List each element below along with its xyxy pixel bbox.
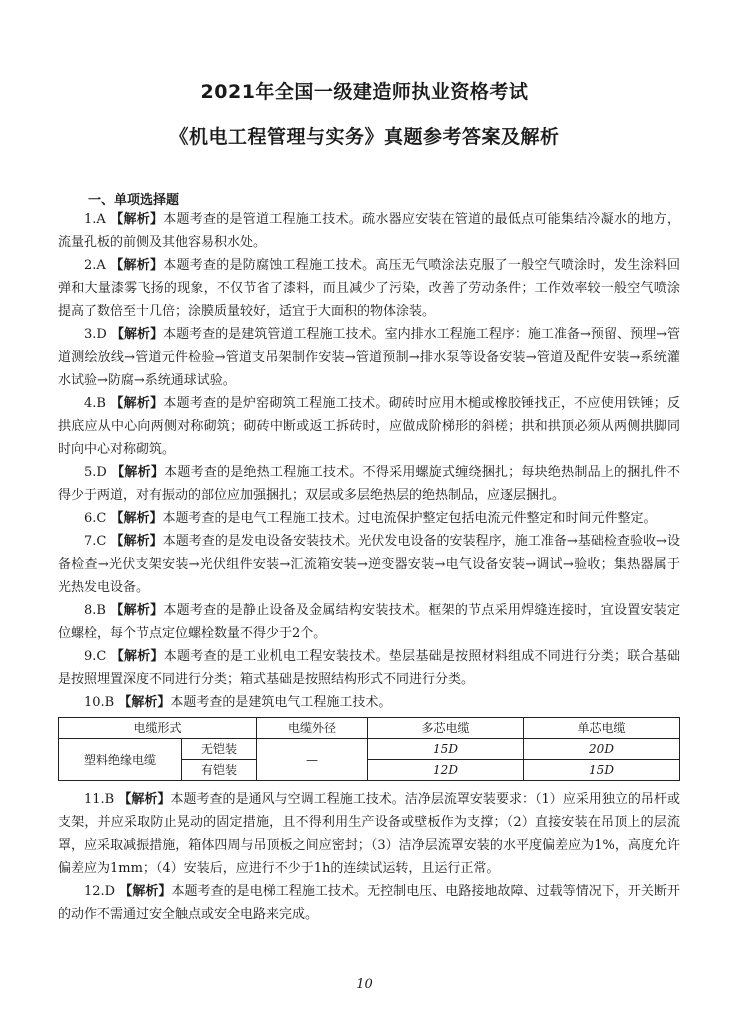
answer-paragraph: [58, 507, 680, 530]
analysis-tag: 【解析】: [111, 327, 164, 342]
page-number: 10: [356, 977, 373, 992]
answer-paragraph: [58, 599, 680, 645]
answer-number: 4.B: [84, 396, 106, 411]
answer-paragraph: [58, 254, 680, 323]
answer-body: [58, 208, 680, 926]
table-cell: 20D: [524, 739, 680, 760]
analysis-tag: 【解析】: [110, 258, 164, 273]
table-cell: 15D: [524, 760, 680, 781]
answer-text: 本题考查的是通风与空调工程施工技术。洁净层流罩安装要求：（1）应采用独立的吊杆或支架，并应采取防止晃动的固定措施，且不得利用生产设备或壁板作为支撑；（2）直接安装在吊顶上的层流罩，应采取减振措施，箱体四周与吊顶板之间应密封；（3）洁净层流罩安装的水平度偏差应为1%，高度允许偏差应为1mm；（4）安装后，应进行不少于1h的连续试运转，且运行正常。: [58, 792, 680, 876]
analysis-tag: 【解析】: [110, 396, 164, 411]
answer-paragraph: [58, 788, 680, 880]
answer-text: 本题考查的是绝热工程施工技术。不得采用螺旋式缠绕捆扎；每块绝热制品上的捆扎件不得少于两道，对有振动的部位应加强捆扎；双层或多层绝热层的绝热制品，应逐层捆扎。: [58, 465, 680, 503]
analysis-tag: 【解析】: [110, 534, 163, 549]
answer-text: 本题考查的是建筑电气工程施工技术。: [170, 695, 392, 710]
answer-paragraph: [58, 392, 680, 461]
answer-number: 3.D: [84, 327, 107, 342]
table-cell: —: [257, 739, 368, 781]
table-cell: 有铠装: [182, 760, 257, 781]
answer-text: 本题考查的是建筑管道工程施工技术。室内排水工程施工程序：施工准备→预留、预埋→管道测绘放线→管道元件检验→管道支吊架制作安装→管道预制→排水泵等设备安装→管道及配件安装→系统灌水试验→防腐→系统通球试验。: [58, 327, 680, 388]
table-row: [59, 739, 680, 760]
answer-text: 本题考查的是发电设备安装技术。光伏发电设备的安装程序，施工准备→基础检查验收→设备检查→光伏支架安装→光伏组件安装→汇流箱安装→逆变器安装→电气设备安装→调试→验收；集热器属于光热发电设备。: [58, 534, 680, 595]
document-title-line1: 2021年全国一级建造师执业资格考试: [200, 81, 529, 103]
answer-number: 11.B: [84, 792, 115, 807]
answer-text: 本题考查的是炉窑砌筑工程施工技术。砌砖时应用木槌或橡胶锤找正，不应使用铁锤；反拱底应从中心向两侧对称砌筑；砌砖中断或返工拆砖时，应做成阶梯形的斜槎；拱和拱顶必须从两侧拱脚同时向中心对称砌筑。: [58, 396, 680, 457]
analysis-tag: 【解析】: [111, 465, 165, 480]
table-header-row: [59, 718, 680, 739]
table-header-cell: 电缆外径: [257, 718, 368, 739]
answer-text: 本题考查的是管道工程施工技术。疏水器应安装在管道的最低点可能集结冷凝水的地方，流量孔板的前侧及其他容易积水处。: [58, 212, 680, 250]
table-header-cell: 多芯电缆: [368, 718, 524, 739]
answer-text: 本题考查的是电梯工程施工技术。无控制电压、电路接地故障、过载等情况下，开关断开的动作不需通过安全触点或安全电路来完成。: [58, 884, 680, 922]
answer-paragraph: [58, 323, 680, 392]
answer-text: 本题考查的是静止设备及金属结构安装技术。框架的节点采用焊缝连接时，宜设置安装定位螺栓，每个节点定位螺栓数量不得少于2个。: [58, 603, 680, 641]
analysis-tag: 【解析】: [110, 603, 164, 618]
answer-text: 本题考查的是工业机电工程安装技术。垫层基础是按照材料组成不同进行分类；联合基础是按照埋置深度不同进行分类；箱式基础是按照结构形式不同进行分类。: [58, 649, 680, 687]
answer-number: 2.A: [84, 258, 106, 273]
answer-paragraph: [58, 645, 680, 691]
answer-number: 9.C: [84, 649, 107, 664]
analysis-tag: 【解析】: [110, 212, 164, 227]
analysis-tag: 【解析】: [110, 511, 163, 526]
analysis-tag: 【解析】: [118, 695, 171, 710]
analysis-tag: 【解析】: [119, 884, 172, 899]
analysis-tag: 【解析】: [118, 792, 171, 807]
answer-text: 本题考查的是防腐蚀工程施工技术。高压无气喷涂法克服了一般空气喷涂时，发生涂料回弹和大量漆雾飞扬的现象，不仅节省了漆料，而且减少了污染，改善了劳动条件；工作效率较一般空气喷涂提高了数倍至十几倍；涂膜质量较好，适宜于大面积的物体涂装。: [58, 258, 680, 319]
answer-paragraph: [58, 461, 680, 507]
answer-number: 6.C: [84, 511, 107, 526]
table-cell: 12D: [368, 760, 524, 781]
answer-paragraph: [58, 880, 680, 926]
table-cell: 塑料绝缘电缆: [59, 739, 182, 781]
answer-number: 10.B: [84, 695, 115, 710]
table-header-cell: 单芯电缆: [524, 718, 680, 739]
table-header-cell: 电缆形式: [59, 718, 257, 739]
answer-text: 本题考查的是电气工程施工技术。过电流保护整定包括电流元件整定和时间元件整定。: [162, 511, 657, 526]
answer-paragraph: [58, 208, 680, 254]
answer-paragraph: [58, 530, 680, 599]
answer-number: 7.C: [84, 534, 107, 549]
answer-number: 1.A: [84, 212, 106, 227]
answer-number: 5.D: [84, 465, 107, 480]
document-title-line2: 《机电工程管理与实务》真题参考答案及解析: [169, 126, 560, 148]
cable-bending-radius-table: [58, 717, 680, 781]
answer-paragraph: [58, 691, 680, 714]
analysis-tag: 【解析】: [110, 649, 164, 664]
section-heading: 一、单项选择题: [88, 193, 180, 208]
answer-number: 8.B: [84, 603, 106, 618]
answer-number: 12.D: [84, 884, 116, 899]
table-cell: 15D: [368, 739, 524, 760]
table-cell: 无铠装: [182, 739, 257, 760]
